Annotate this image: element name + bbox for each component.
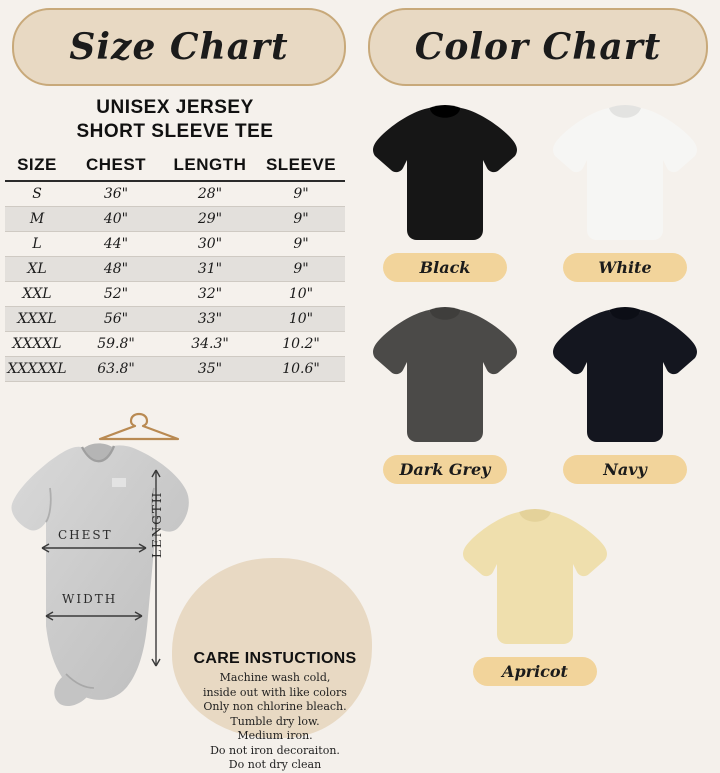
width-measurement-label: WIDTH xyxy=(62,592,118,606)
cell-size: XXXL xyxy=(5,306,69,331)
color-swatch-apricot xyxy=(450,502,620,692)
cell-sleeve: 9" xyxy=(257,256,345,281)
cell-length: 30" xyxy=(163,231,257,256)
cell-size: XL xyxy=(5,256,69,281)
care-line: Do not dry clean xyxy=(228,758,322,772)
table-row xyxy=(5,231,345,256)
cell-length: 31" xyxy=(163,256,257,281)
size-table-header-length: LENGTH xyxy=(163,152,257,181)
size-table-header-size: SIZE xyxy=(5,152,69,181)
size-table-header-chest: CHEST xyxy=(69,152,163,181)
table-row xyxy=(5,356,345,381)
tshirt-icon xyxy=(369,98,521,246)
color-swatch-navy xyxy=(540,300,710,490)
care-line: inside out with like colors xyxy=(203,685,347,699)
size-chart-heading-line2: SHORT SLEEVE TEE xyxy=(76,120,274,142)
cell-chest: 56" xyxy=(69,306,163,331)
measurement-diagram xyxy=(0,410,357,772)
cell-sleeve: 10.2" xyxy=(257,331,345,356)
cell-length: 33" xyxy=(163,306,257,331)
size-chart-heading-line1: UNISEX JERSEY xyxy=(96,97,254,118)
size-table-header-sleeve: SLEEVE xyxy=(257,152,345,181)
size-chart-heading xyxy=(0,96,350,144)
size-chart-banner-title: Size Chart xyxy=(69,26,289,68)
cell-sleeve: 10" xyxy=(257,281,345,306)
size-table xyxy=(5,152,345,382)
care-line: Medium iron. xyxy=(237,729,313,743)
cell-sleeve: 10" xyxy=(257,306,345,331)
cell-size: XXXXXL xyxy=(5,356,69,381)
cell-size: XXXXL xyxy=(5,331,69,356)
cell-sleeve: 9" xyxy=(257,231,345,256)
cell-size: XXL xyxy=(5,281,69,306)
care-line: Only non chlorine bleach. xyxy=(203,700,347,714)
table-row xyxy=(5,181,345,207)
table-row xyxy=(5,306,345,331)
cell-chest: 52" xyxy=(69,281,163,306)
care-line: Machine wash cold, xyxy=(219,671,331,684)
tshirt-icon xyxy=(369,300,521,448)
table-row xyxy=(5,206,345,231)
color-label-white: White xyxy=(563,253,687,282)
color-label-black: Black xyxy=(383,253,507,282)
care-instructions xyxy=(186,650,364,773)
color-chart-column xyxy=(352,92,720,720)
cell-length: 35" xyxy=(163,356,257,381)
cell-chest: 40" xyxy=(69,206,163,231)
tshirt-icon xyxy=(549,98,701,246)
color-swatch-dark-grey xyxy=(360,300,530,490)
tshirt-icon xyxy=(459,502,611,650)
color-swatch-white xyxy=(540,98,710,288)
cell-chest: 59.8" xyxy=(69,331,163,356)
color-chart-banner xyxy=(368,8,708,86)
size-chart-column xyxy=(0,92,357,772)
cell-sleeve: 9" xyxy=(257,206,345,231)
cell-sleeve: 10.6" xyxy=(257,356,345,381)
care-instructions-title: CARE INSTUCTIONS xyxy=(193,650,357,667)
color-label-navy: Navy xyxy=(563,455,687,484)
cell-length: 29" xyxy=(163,206,257,231)
cell-size: S xyxy=(5,181,69,207)
color-label-dark-grey: Dark Grey xyxy=(383,455,507,484)
cell-sleeve: 9" xyxy=(257,181,345,207)
cell-chest: 48" xyxy=(69,256,163,281)
table-row xyxy=(5,331,345,356)
color-swatch-black xyxy=(360,98,530,288)
tshirt-icon xyxy=(549,300,701,448)
table-row xyxy=(5,281,345,306)
cell-chest: 36" xyxy=(69,181,163,207)
cell-length: 32" xyxy=(163,281,257,306)
cell-chest: 44" xyxy=(69,231,163,256)
color-label-apricot: Apricot xyxy=(473,657,597,686)
size-table-header-row xyxy=(5,152,345,181)
chest-measurement-label: CHEST xyxy=(58,528,113,542)
cell-length: 34.3" xyxy=(163,331,257,356)
cell-length: 28" xyxy=(163,181,257,207)
cell-size: M xyxy=(5,206,69,231)
table-row xyxy=(5,256,345,281)
length-measurement-label: LENGTH xyxy=(150,490,164,558)
care-line: Tumble dry low. xyxy=(230,714,320,728)
cell-size: L xyxy=(5,231,69,256)
cell-chest: 63.8" xyxy=(69,356,163,381)
care-line: Do not iron decoraiton. xyxy=(210,743,340,757)
color-chart-banner-title: Color Chart xyxy=(414,26,662,68)
size-chart-banner xyxy=(12,8,346,86)
